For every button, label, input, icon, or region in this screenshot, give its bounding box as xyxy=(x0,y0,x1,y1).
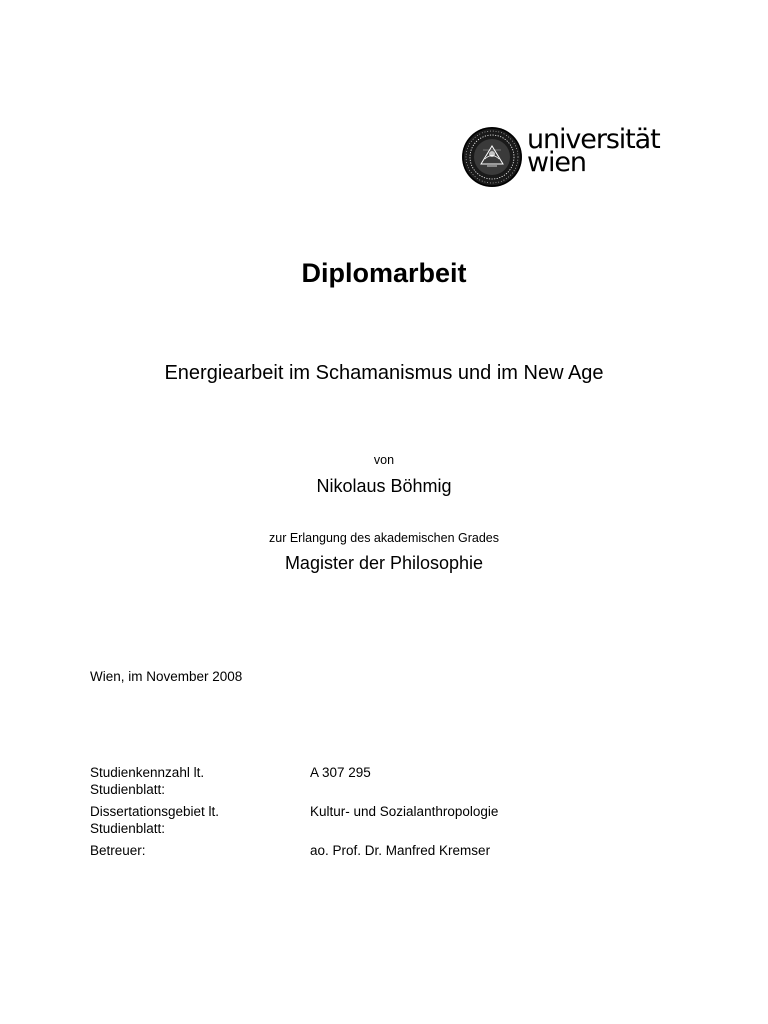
degree-name: Magister der Philosophie xyxy=(284,553,484,573)
info-label: Betreuer: xyxy=(90,843,146,858)
info-row-supervisor xyxy=(90,842,650,859)
info-row-field xyxy=(90,803,650,837)
info-value: A 307 295 xyxy=(310,765,371,780)
by-label: von xyxy=(373,453,395,467)
author-name: Nikolaus Böhmig xyxy=(316,476,452,496)
university-seal-icon xyxy=(461,126,523,188)
place-date: Wien, im November 2008 xyxy=(90,669,243,684)
info-value: Kultur- und Sozialanthropologie xyxy=(310,804,499,819)
info-label: Studienkennzahl lt. Studienblatt: xyxy=(90,765,205,797)
info-value: ao. Prof. Dr. Manfred Kremser xyxy=(310,843,491,858)
logo-line-2: wien xyxy=(527,147,586,178)
study-info-table xyxy=(90,764,650,864)
university-logo-wordmark xyxy=(527,124,660,178)
degree-purpose: zur Erlangung des akademischen Grades xyxy=(269,531,499,545)
info-row-study-code xyxy=(90,764,650,798)
info-label: Dissertationsgebiet lt. Studienblatt: xyxy=(90,804,220,836)
document-title: Diplomarbeit xyxy=(301,258,467,288)
logo-line-1: universität xyxy=(527,124,660,155)
thesis-subtitle: Energiearbeit im Schamanismus und im New Age xyxy=(164,362,604,384)
university-logo xyxy=(461,126,686,186)
